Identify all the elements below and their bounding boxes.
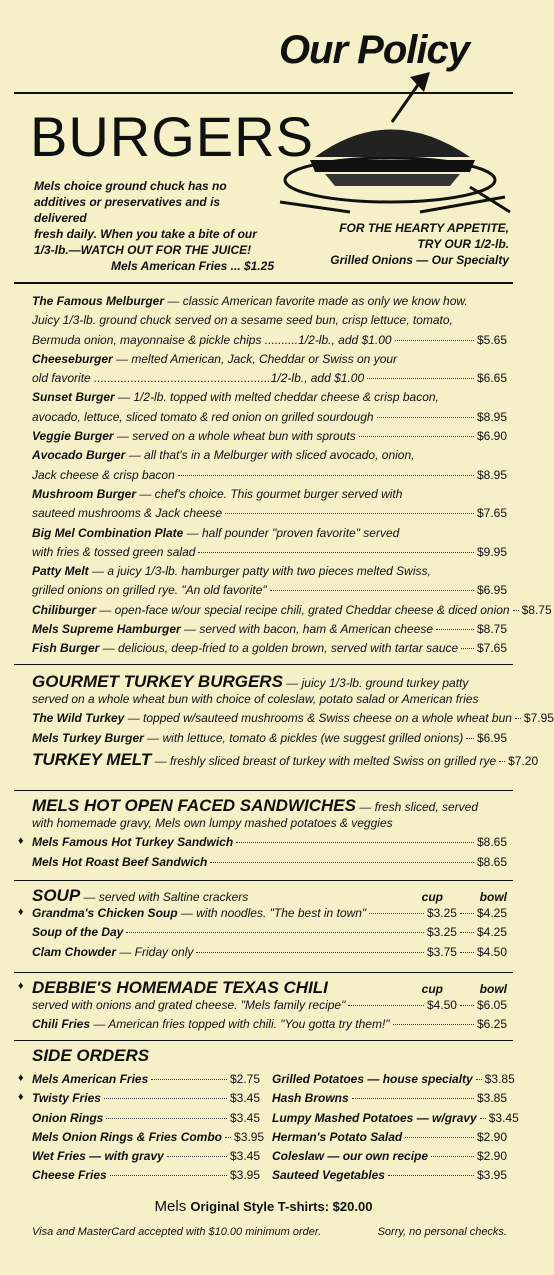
side-item: [272, 1110, 519, 1130]
intro-line: 1/3-lb.—WATCH OUT FOR THE JUICE!: [34, 243, 252, 257]
leader-dots: [196, 952, 424, 953]
item-text: [272, 1130, 402, 1144]
item-desc: — freshly sliced breast of turkey with melted Swiss on grilled rye: [151, 753, 497, 768]
item-name: Herman's Potato Salad: [272, 1129, 403, 1144]
menu-item: [32, 526, 507, 545]
menu-item: [32, 410, 507, 429]
tshirt-text: Original Style T-shirts: $20.00: [190, 1199, 373, 1214]
side-item: [32, 1129, 265, 1149]
leader-dots: [151, 1079, 227, 1080]
sub-text: with homemade gravy, Mels own lumpy mashed potatoes & veggies: [32, 816, 393, 830]
heading-desc: — served with Saltine crackers: [80, 890, 249, 904]
heading-desc: — fresh sliced, served: [355, 800, 479, 814]
item-name: Patty Melt: [32, 564, 89, 579]
divider: [14, 880, 513, 881]
burger-list: [32, 294, 552, 661]
leader-dots: [466, 738, 474, 739]
item-text: [32, 352, 397, 366]
side-item: [272, 1130, 507, 1149]
item-text: [32, 1091, 101, 1105]
item-text: [272, 1111, 477, 1125]
item-desc: with fries & tossed green salad: [32, 544, 196, 559]
item-name: The Famous Melburger: [32, 294, 165, 308]
leader-dots: [178, 475, 474, 476]
intro-line: Mels choice ground chuck has no: [34, 179, 227, 193]
item-text: [272, 1072, 473, 1086]
item-name: Coleslaw — our own recipe: [272, 1149, 429, 1164]
menu-item: [32, 1017, 507, 1036]
leader-dots: [270, 590, 474, 591]
item-price: $8.65: [476, 835, 507, 850]
side-item: [272, 1072, 515, 1091]
item-name: Grandma's Chicken Soup: [32, 906, 178, 920]
item-name: Mels American Fries: [32, 1072, 149, 1086]
side-item: [272, 1168, 507, 1187]
divider: [14, 972, 513, 973]
item-price: $6.95: [476, 730, 507, 745]
item-name: Grilled Potatoes — house specialty: [272, 1072, 473, 1086]
menu-item: [32, 998, 507, 1017]
section-sub: [32, 816, 507, 835]
item-desc: Juicy 1/3-lb. ground chuck served on a sesame seed bun, crisp lettuce, tomato,: [32, 313, 453, 328]
item-price: $3.45: [229, 1091, 260, 1106]
leader-dots: [225, 1137, 231, 1138]
leader-dots: [515, 718, 521, 719]
item-price: $6.90: [476, 429, 507, 444]
item-price: $7.65: [476, 641, 507, 656]
item-name: Clam Chowder: [32, 944, 117, 959]
leader-dots: [480, 1118, 486, 1119]
heading-text: GOURMET TURKEY BURGERS: [32, 672, 283, 691]
section-sub: [32, 692, 507, 711]
item-price: $3.95: [229, 1168, 260, 1183]
section-heading: [32, 796, 507, 816]
side-item: [32, 1149, 260, 1168]
payment-note: [32, 1226, 507, 1238]
item-text: [32, 945, 193, 959]
leader-dots: [460, 1005, 474, 1006]
item-desc: — with lettuce, tomato & pickles (we suggest grilled onions): [143, 730, 464, 745]
item-name: Chiliburger: [32, 602, 97, 617]
item-desc: — 1/2-lb. topped with melted cheddar cheese & crisp bacon,: [114, 390, 439, 405]
menu-item: [32, 448, 507, 467]
menu-item: [32, 429, 507, 448]
item-price: $6.95: [476, 583, 507, 598]
leader-dots: [393, 1024, 474, 1025]
intro-line: fresh daily. When you take a bite of our: [34, 227, 257, 241]
leader-dots: [236, 842, 474, 843]
menu-item: [32, 313, 507, 332]
item-name: Sauteed Vegetables: [272, 1168, 385, 1183]
side-item: [32, 1168, 260, 1187]
leader-dots: [348, 1005, 424, 1006]
menu-item: [18, 835, 507, 854]
item-desc: — half pounder "proven favorite" served: [183, 525, 400, 540]
turkey-section: [32, 672, 554, 774]
item-text: [32, 448, 414, 462]
item-price: $7.95: [523, 711, 554, 726]
item-text: [32, 526, 399, 540]
item-price: $2.75: [229, 1072, 260, 1086]
item-desc: — classic American favorite made as only we know how.: [164, 294, 468, 308]
menu-item: [32, 564, 507, 583]
item-desc: — Friday only: [116, 944, 194, 959]
divider: [14, 282, 513, 284]
item-price: $7.65: [476, 506, 507, 521]
item-text: [32, 545, 195, 559]
item-price: $2.90: [476, 1129, 507, 1144]
item-desc: — served on a whole wheat bun with sprouts: [113, 429, 356, 444]
item-price: $8.95: [476, 409, 507, 424]
item-name: Mels Famous Hot Turkey Sandwich: [32, 835, 234, 850]
menu-item: [18, 906, 507, 925]
section-title: BURGERS: [30, 105, 314, 168]
divider: [14, 790, 513, 791]
item-price: $5.65: [476, 332, 507, 347]
item-name: Big Mel Combination Plate: [32, 525, 184, 540]
item-desc: — served with bacon, ham & American cheese: [180, 622, 434, 637]
item-text: [32, 487, 402, 501]
menu-item: [32, 583, 507, 602]
item-text: [32, 603, 510, 617]
cup-price: $3.75: [426, 944, 457, 959]
item-name: Mels Onion Rings & Fries Combo: [32, 1129, 223, 1144]
intro-line: Mels American Fries ... $1.25: [111, 259, 274, 273]
bowl-label: bowl: [479, 982, 507, 996]
bowl-price: $6.05: [476, 998, 507, 1012]
leader-dots: [377, 417, 474, 418]
side-item: [18, 1091, 260, 1110]
item-text: [32, 390, 439, 404]
item-price: $8.65: [476, 854, 507, 869]
item-text: [32, 583, 267, 597]
diamond-icon: ♦: [18, 1091, 24, 1104]
item-desc: — open-face w/our special recipe chili, grated Cheddar cheese & diced onion: [96, 602, 510, 617]
heading-text: MELS HOT OPEN FACED SANDWICHES: [32, 796, 356, 815]
item-desc: grilled onions on grilled rye. "An old favorite": [32, 583, 267, 598]
leader-dots: [198, 552, 474, 553]
item-desc: — delicious, deep-fried to a golden brown, served with tartar sauce: [99, 641, 459, 656]
item-name: The Wild Turkey: [32, 711, 125, 726]
item-name: Mushroom Burger: [32, 486, 137, 501]
leader-dots: [431, 1156, 474, 1157]
section-heading: [18, 978, 507, 998]
item-price: $6.25: [476, 1017, 507, 1032]
item-price: $8.75: [476, 622, 507, 637]
section-heading: [32, 672, 507, 692]
item-text: [32, 333, 392, 347]
leader-dots: [126, 932, 424, 933]
bowl-price: $4.25: [476, 906, 507, 920]
item-name: Lumpy Mashed Potatoes — w/gravy: [272, 1110, 477, 1125]
menu-item: [32, 641, 507, 660]
item-text: [272, 1149, 428, 1163]
cup-label: cup: [421, 890, 443, 904]
leader-dots: [104, 1098, 227, 1099]
item-text: [32, 468, 175, 482]
leader-dots: [513, 610, 519, 611]
leader-dots: [460, 952, 474, 953]
side-item: [32, 1111, 260, 1130]
item-name: Cheeseburger: [32, 351, 113, 366]
leader-dots: [106, 1118, 227, 1119]
item-desc: — American fries topped with chili. "You gotta try them!": [90, 1017, 390, 1032]
diamond-icon: ♦: [18, 980, 24, 992]
cup-price: $3.25: [426, 906, 457, 920]
item-price: $3.45: [229, 1149, 260, 1164]
item-text: [32, 1168, 107, 1182]
open-faced-section: [18, 796, 507, 874]
menu-item: [32, 487, 507, 506]
item-price: $7.20: [508, 753, 539, 768]
menu-item: [32, 711, 554, 730]
cards-note: Visa and MasterCard accepted with $10.00 minimum order.: [32, 1226, 322, 1238]
side-item: [272, 1091, 507, 1110]
menu-item: [32, 855, 507, 874]
menu-item: [32, 371, 507, 390]
leader-dots: [436, 629, 474, 630]
leader-dots: [499, 761, 505, 762]
hearty-line: Grilled Onions — Our Specialty: [330, 253, 509, 267]
item-text: [32, 925, 123, 939]
item-price: $3.45: [488, 1110, 519, 1125]
menu-item: [32, 390, 507, 409]
cup-price: $4.50: [426, 998, 457, 1012]
item-desc: avocado, lettuce, sliced tomato & red onion on grilled sourdough: [32, 409, 374, 424]
leader-dots: [460, 913, 474, 914]
item-desc: — chef's choice. This gourmet burger served with: [136, 486, 403, 501]
side-item: [18, 1072, 260, 1091]
item-text: [32, 1072, 148, 1086]
item-price: $8.95: [476, 467, 507, 482]
sub-text: served on a whole wheat bun with choice of coleslaw, potato salad or American fries: [32, 692, 479, 706]
section-heading: [32, 886, 507, 906]
leader-dots: [395, 340, 474, 341]
item-desc: old favorite .....................................................1/2-lb., add $1.00: [32, 371, 365, 386]
item-price: $3.95: [476, 1168, 507, 1183]
menu-item: [32, 749, 539, 774]
item-price: $3.95: [234, 1129, 265, 1144]
section-heading: SIDE ORDERS: [32, 1046, 150, 1065]
item-name: Veggie Burger: [32, 429, 114, 444]
tshirt-offer: [0, 1198, 527, 1215]
item-name: Cheese Fries: [32, 1168, 107, 1183]
diamond-icon: ♦: [18, 906, 24, 918]
cup-price: $3.25: [426, 925, 457, 940]
leader-dots: [167, 1156, 227, 1157]
checks-note: Sorry, no personal checks.: [377, 1226, 507, 1238]
item-text: [32, 429, 356, 443]
menu-item: [32, 333, 507, 352]
soup-list: [18, 906, 507, 964]
item-name: Mels Turkey Burger: [32, 730, 144, 745]
item-name: Wet Fries — with gravy: [32, 1149, 164, 1164]
menu-item: [32, 602, 552, 622]
menu-item: [32, 294, 507, 313]
item-name: Sunset Burger: [32, 390, 115, 405]
item-text: [272, 1168, 385, 1182]
tshirt-brand: Mels: [154, 1198, 187, 1215]
heading-text: SOUP: [32, 886, 81, 905]
item-price: $6.65: [476, 371, 507, 386]
sides-section: [32, 1046, 507, 1066]
item-price: $8.75: [521, 602, 552, 617]
item-text: [32, 622, 433, 636]
intro-text: [34, 178, 274, 274]
item-name: Onion Rings: [32, 1110, 104, 1125]
item-name: Hash Browns: [272, 1091, 349, 1106]
item-price: $3.45: [229, 1110, 260, 1125]
item-name: Mels Hot Roast Beef Sandwich: [32, 854, 208, 869]
item-desc: served with onions and grated cheese. "Mels family recipe": [32, 998, 346, 1012]
item-name: Chili Fries: [32, 1017, 91, 1032]
item-desc: — topped w/sauteed mushrooms & Swiss cheese on a whole wheat bun: [124, 711, 512, 726]
sides-left-column: [18, 1072, 265, 1188]
item-price: $3.85: [484, 1072, 515, 1086]
leader-dots: [369, 913, 424, 914]
item-desc: — melted American, Jack, Cheddar or Swiss on your: [112, 351, 398, 366]
item-desc: — all that's in a Melburger with sliced avocado, onion,: [125, 448, 415, 463]
item-price: $3.85: [476, 1091, 507, 1106]
item-name: TURKEY MELT: [32, 749, 152, 769]
divider: [14, 1040, 513, 1041]
policy-title: Our Policy: [278, 28, 469, 72]
item-desc: Jack cheese & crisp bacon: [32, 467, 175, 482]
divider: [14, 664, 513, 665]
item-text: [32, 1111, 103, 1125]
menu-item: [32, 925, 507, 944]
item-text: [32, 410, 374, 424]
side-item: [272, 1149, 507, 1168]
leader-dots: [476, 1079, 482, 1080]
leader-dots: [405, 1137, 474, 1138]
item-name: Avocado Burger: [32, 448, 126, 463]
leader-dots: [225, 513, 474, 514]
leader-dots: [210, 862, 474, 863]
diamond-icon: ♦: [18, 835, 24, 848]
item-name: Fish Burger: [32, 641, 100, 656]
item-text: [32, 1149, 164, 1163]
cup-label: cup: [421, 982, 443, 996]
menu-item: [32, 622, 507, 641]
item-price: $2.90: [476, 1149, 507, 1164]
intro-line: additives or preservatives and is delivered: [34, 195, 221, 225]
menu-item: [32, 506, 507, 525]
soup-section: [18, 886, 507, 964]
item-text: [32, 506, 222, 520]
hearty-text: [289, 220, 509, 268]
bowl-price: $4.25: [476, 925, 507, 940]
leader-dots: [352, 1098, 474, 1099]
leader-dots: [359, 436, 474, 437]
hearty-line: FOR THE HEARTY APPETITE,: [339, 221, 509, 235]
item-name: Twisty Fries: [32, 1091, 101, 1106]
item-price: $9.95: [476, 544, 507, 559]
leader-dots: [460, 932, 474, 933]
item-name: Soup of the Day: [32, 925, 124, 940]
item-desc: — a juicy 1/3-lb. hamburger patty with two pieces melted Swiss,: [88, 564, 431, 579]
item-text: [32, 906, 366, 920]
menu-item: [32, 731, 507, 750]
diamond-icon: ♦: [18, 1072, 24, 1084]
leader-dots: [110, 1175, 227, 1176]
leader-dots: [388, 1175, 474, 1176]
leader-dots: [367, 378, 474, 379]
menu-item: [32, 468, 507, 487]
item-text: [32, 1130, 222, 1144]
chili-section: [18, 978, 507, 1037]
item-text: [32, 641, 458, 655]
item-text: [32, 313, 453, 327]
item-desc: — with noodles. "The best in town": [177, 906, 367, 920]
item-text: [32, 294, 468, 308]
hearty-line: TRY OUR 1/2-lb.: [417, 237, 509, 251]
heading-desc: — juicy 1/3-lb. ground turkey patty: [282, 676, 469, 690]
menu-item: [32, 945, 507, 964]
sides-right-column: [272, 1072, 519, 1188]
item-text: [32, 564, 431, 578]
item-text: [272, 1091, 349, 1105]
menu-item: [32, 352, 507, 371]
bowl-label: bowl: [479, 890, 507, 904]
menu-item: [32, 545, 507, 564]
item-name: Mels Supreme Hamburger: [32, 622, 181, 637]
item-text: [32, 371, 364, 385]
heading-text: DEBBIE'S HOMEMADE TEXAS CHILI: [32, 978, 328, 997]
item-desc: sauteed mushrooms & Jack cheese: [32, 506, 223, 521]
bowl-price: $4.50: [476, 944, 507, 959]
leader-dots: [461, 648, 474, 649]
item-desc: Bermuda onion, mayonnaise & pickle chips ..........1/2-lb., add $1.00: [32, 332, 392, 347]
